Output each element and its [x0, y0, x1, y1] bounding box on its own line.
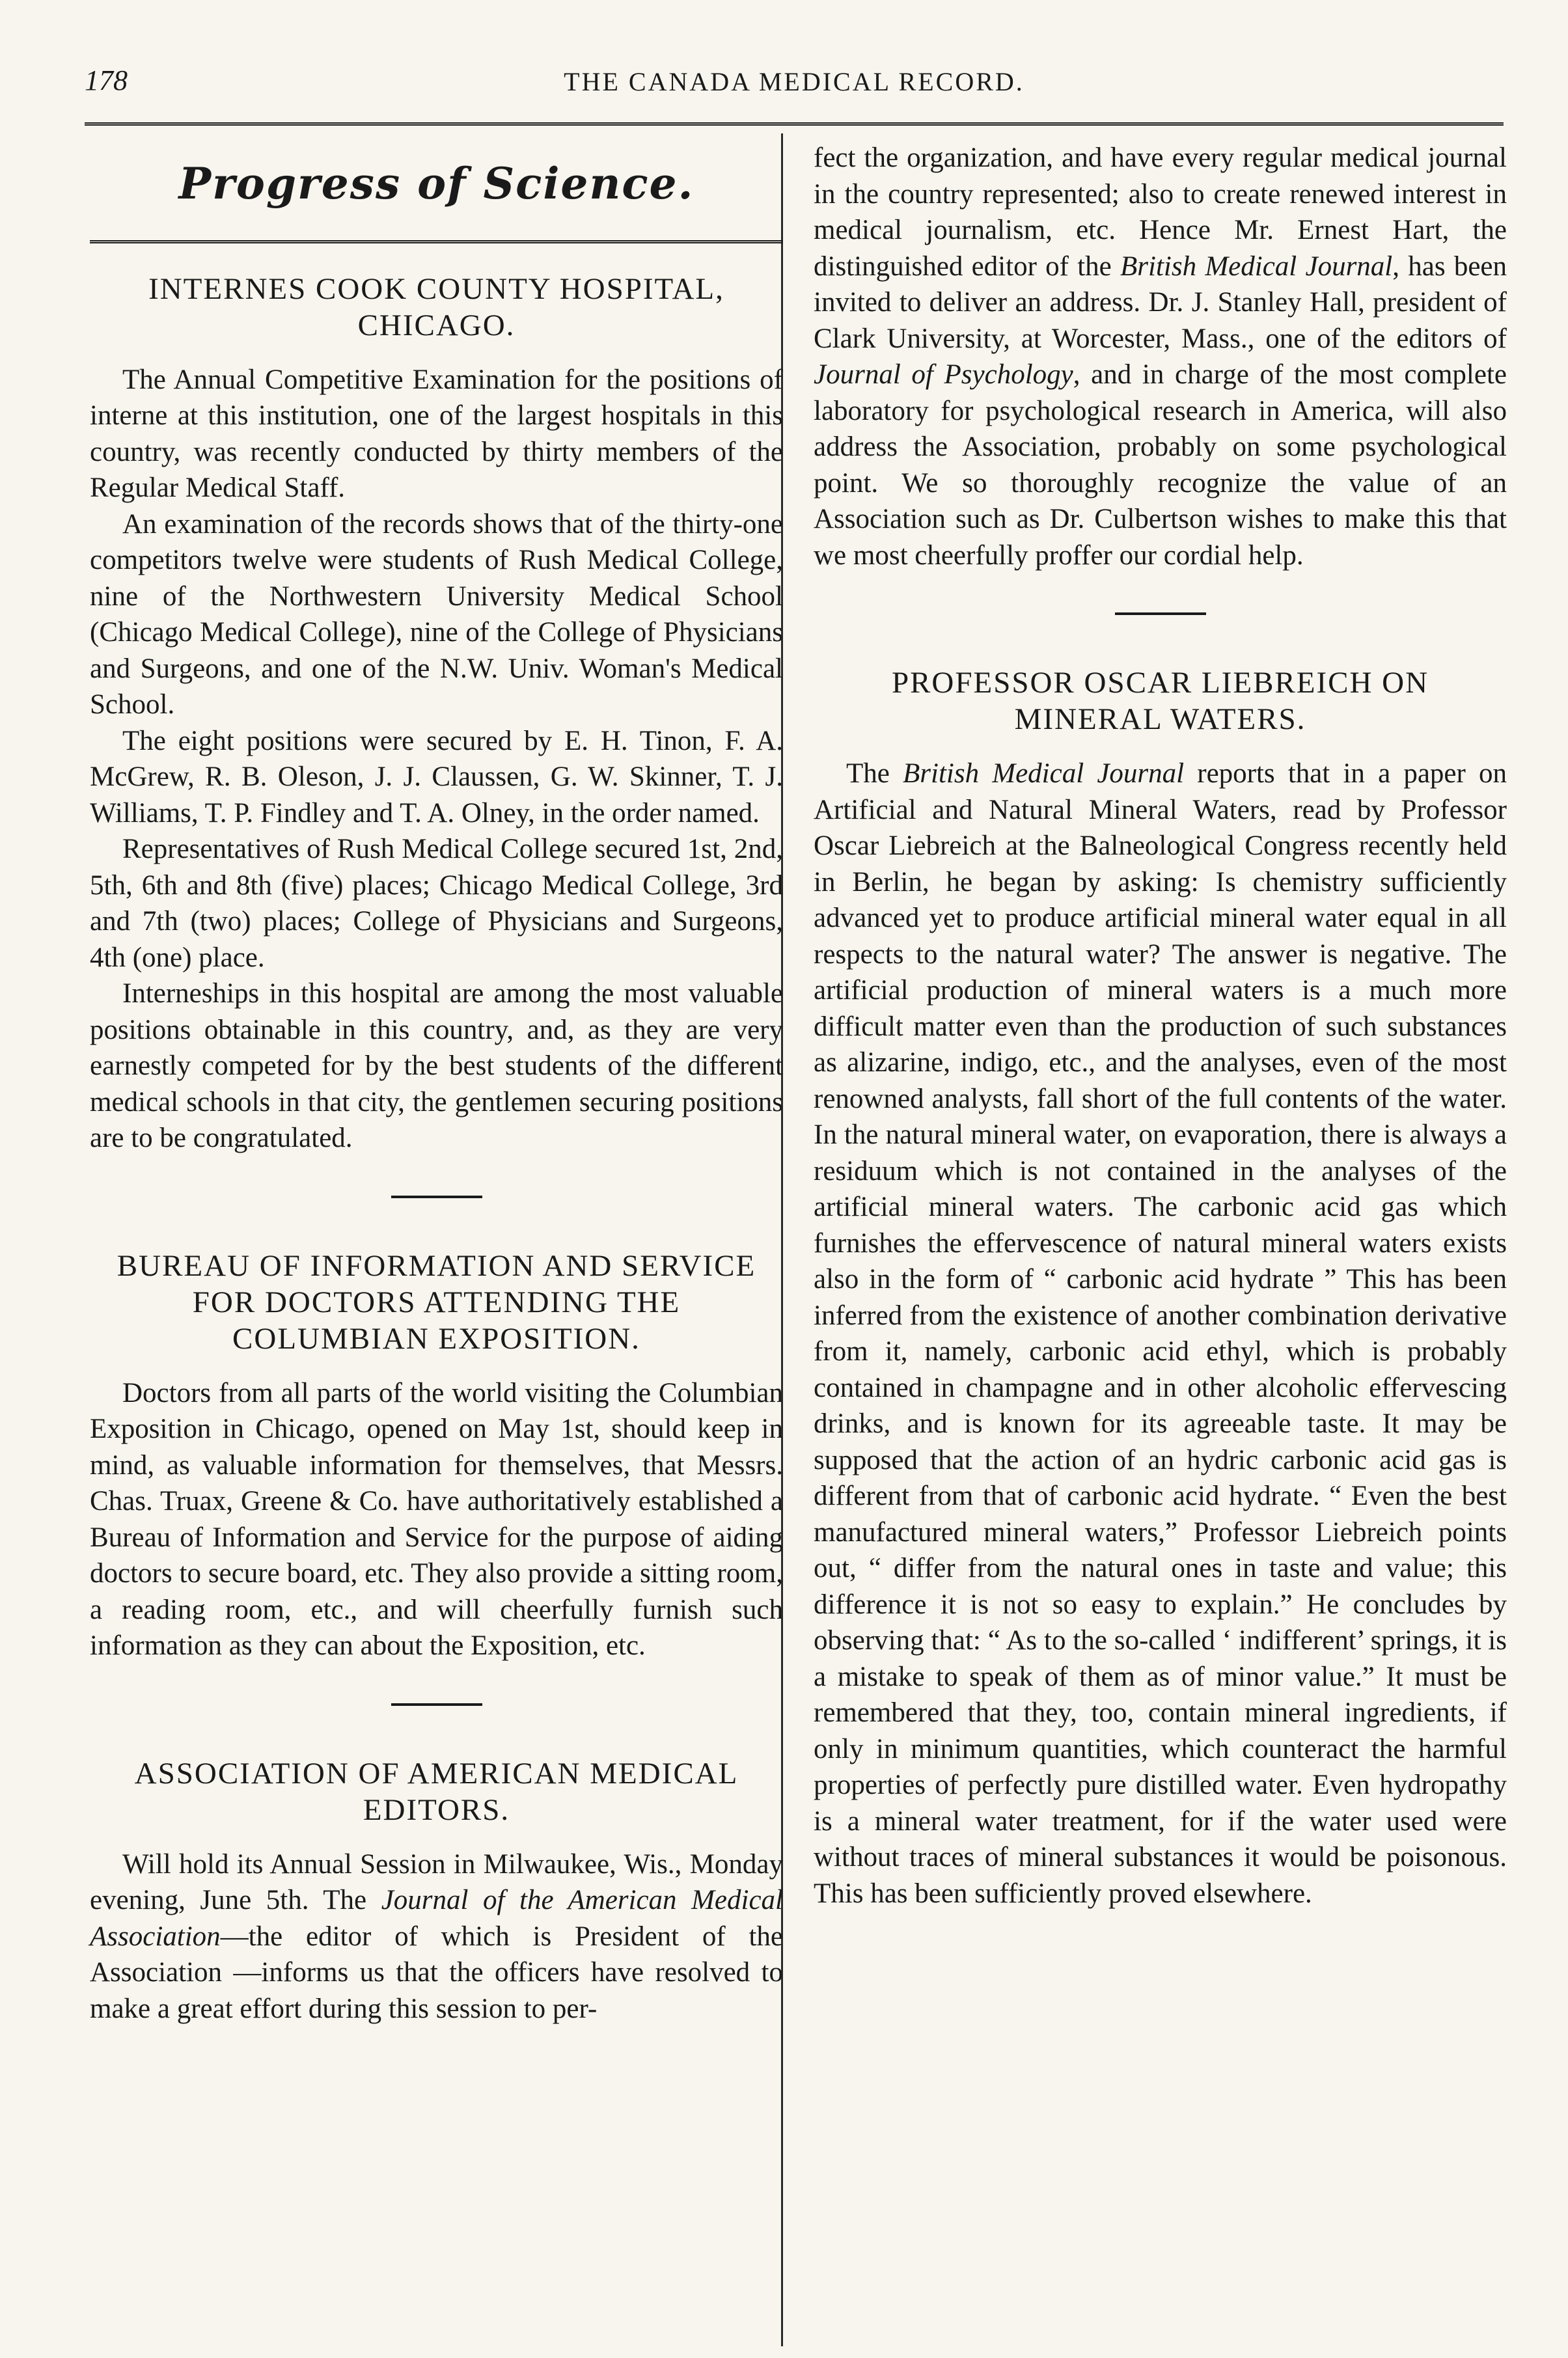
- article-title: PROFESSOR OSCAR LIEBREICH ON MINERAL WATERS.: [891, 666, 1429, 736]
- article-liebreich-mineral-waters: [814, 665, 1507, 1912]
- paragraph: Doctors from all parts of the world visiting the Columbian Exposition in Chicago, opened on May 1st, should keep in mind, as valuable information for themselves, that Messrs. Chas. Truax, Greene & Co. have authoritatively established a Bureau of Information and Service for the purpose of aiding doctors to secure board, etc. They also provide a sitting room, a reading room, etc., and will cheerfully furnish such information as they can about the Exposition, etc.: [90, 1377, 783, 1661]
- article-title: ASSOCIATION OF AMERICAN MEDICAL EDITORS.: [134, 1756, 739, 1827]
- article-separator: [391, 1196, 482, 1198]
- article-title: INTERNES COOK COUNTY HOSPITAL, CHICAGO.: [148, 271, 724, 342]
- article-separator: [1115, 612, 1206, 615]
- paragraph: [814, 756, 1507, 1912]
- page-number: 178: [85, 64, 128, 96]
- page-header: [85, 64, 1504, 103]
- running-title: THE CANADA MEDICAL RECORD.: [564, 67, 1025, 96]
- paragraph: An examination of the records shows that of the thirty-one competitors twelve were students of Rush Medical College, nine of the Northwestern University Medical School (Chicago Medical College), nine of the College of Physicians and Surgeons, and one of the N.W. Univ. Woman's Medical School.: [90, 508, 783, 720]
- paragraph: The eight positions were secured by E. H. Tinon, F. A. McGrew, R. B. Oleson, J. J. Claussen, G. W. Skinner, T. J. Williams, T. P. Findley and T. A. Olney, in the order named.: [90, 725, 783, 829]
- article-title: BUREAU OF INFORMATION AND SERVICE FOR DOCTORS ATTENDING THE COLUMBIAN EXPOSITION.: [117, 1248, 756, 1356]
- article-separator: [391, 1703, 482, 1706]
- paragraph: [90, 1846, 783, 2027]
- text-run: —the editor of which is President of the Association —informs us that the officers have resolved to make a great effort during this session to per-: [90, 1921, 783, 2024]
- section-title-rule: [90, 240, 783, 247]
- text-run: , has been invited to deliver an address. Dr. J. Stanley Hall, president of Clark University, at Worcester, Mass., one of the editors of: [814, 251, 1507, 354]
- journal-name: British Medical Journal: [903, 758, 1185, 789]
- text-run: The: [846, 758, 890, 789]
- journal-name: British Medical Journal: [1120, 251, 1393, 282]
- journal-name: Journal of Psychology: [814, 359, 1073, 390]
- text-run: fect the organization, and have every regular medical journal in the country represented; also to create renewed interest in medical journalism, etc. Hence Mr. Ernest Hart, the distinguished editor of the: [814, 143, 1507, 282]
- section-title: Progress of Science.: [178, 158, 695, 209]
- text-run: , and in charge of the most complete laboratory for psychological research in America, will also address the Association, probably on some psychological point. We so thoroughly recognize the value of an Association such as Dr. Culbertson wishes to make this that we most cheerfully proffer our cordial help.: [814, 359, 1507, 571]
- paragraph: Representatives of Rush Medical College secured 1st, 2nd, 5th, 6th and 8th (five) places; Chicago Medical College, 3rd and 7th (two) places; College of Physicians and Surgeons, 4th (one) place.: [90, 834, 783, 973]
- paragraph: Interneships in this hospital are among the most valuable positions obtainable in this country, and, as they are very earnestly competed for by the best students of the different medical schools in that city, the gentlemen securing positions are to be congratulated.: [90, 978, 783, 1153]
- left-column: [90, 140, 783, 2027]
- paragraph: The Annual Competitive Examination for the positions of interne at this institution, one of the largest hospitals in this country, was recently conducted by thirty members of the Regular Medical Staff.: [90, 364, 783, 503]
- article-bureau-of-information: [90, 1248, 783, 1664]
- right-column: [814, 140, 1507, 1912]
- text-run: reports that in a paper on Artificial and Natural Mineral Waters, read by Professor Oscar Liebreich at the Balneological Congress recently held in Berlin, he began by asking: Is chemistry sufficiently advanced yet to produce artificial mineral water equal in all respects to the natural water? The answer is negative. The artificial production of mineral waters is a much more difficult matter even than the production of such substances as alizarine, indigo, etc., and the analyses, even of the most renowned analysts, fall short of the full contents of the water. In the natural mineral water, on evaporation, there is always a residuum which is not contained in the analyses of the artificial mineral waters. The carbonic acid gas which furnishes the effervescence of natural mineral waters exists also in the form of “ carbonic acid hydrate ” This has been inferred from the existence of another combination derivative from it, namely, carbonic acid ethyl, which is probably contained in champagne and in other alcoholic effervescing drinks, and is known for its agreeable taste. It may be supposed that the action of an hydric carbonic acid gas is different from that of carbonic acid hydrate. “ Even the best manufactured mineral waters,” Professor Liebreich points out, “ differ from the natural ones in taste and value; this difference it is not so easy to explain.” He concludes by observing that: “ As to the so-called ‘ indifferent’ springs, it is a mistake to speak of them as of minor value.” It must be remembered that they, too, contain mineral ingredients, if only in minimum quantities, which counteract the harmful properties of perfectly pure distilled water. Even hydropathy is a mineral water treatment, for if the water used were without traces of mineral substances it would be poisonous. This has been sufficiently proved elsewhere.: [814, 758, 1507, 1909]
- journal-name: Journal of the American Medical Association: [90, 1885, 783, 1952]
- article-internes-cook-county: [90, 271, 783, 1157]
- paragraph-continued: [814, 140, 1507, 573]
- header-rule: [85, 122, 1504, 131]
- text-run: Will hold its Annual Session in Milwaukee, Wis., Monday evening, June 5th. The: [90, 1848, 783, 1915]
- article-association-editors: [90, 1755, 783, 2027]
